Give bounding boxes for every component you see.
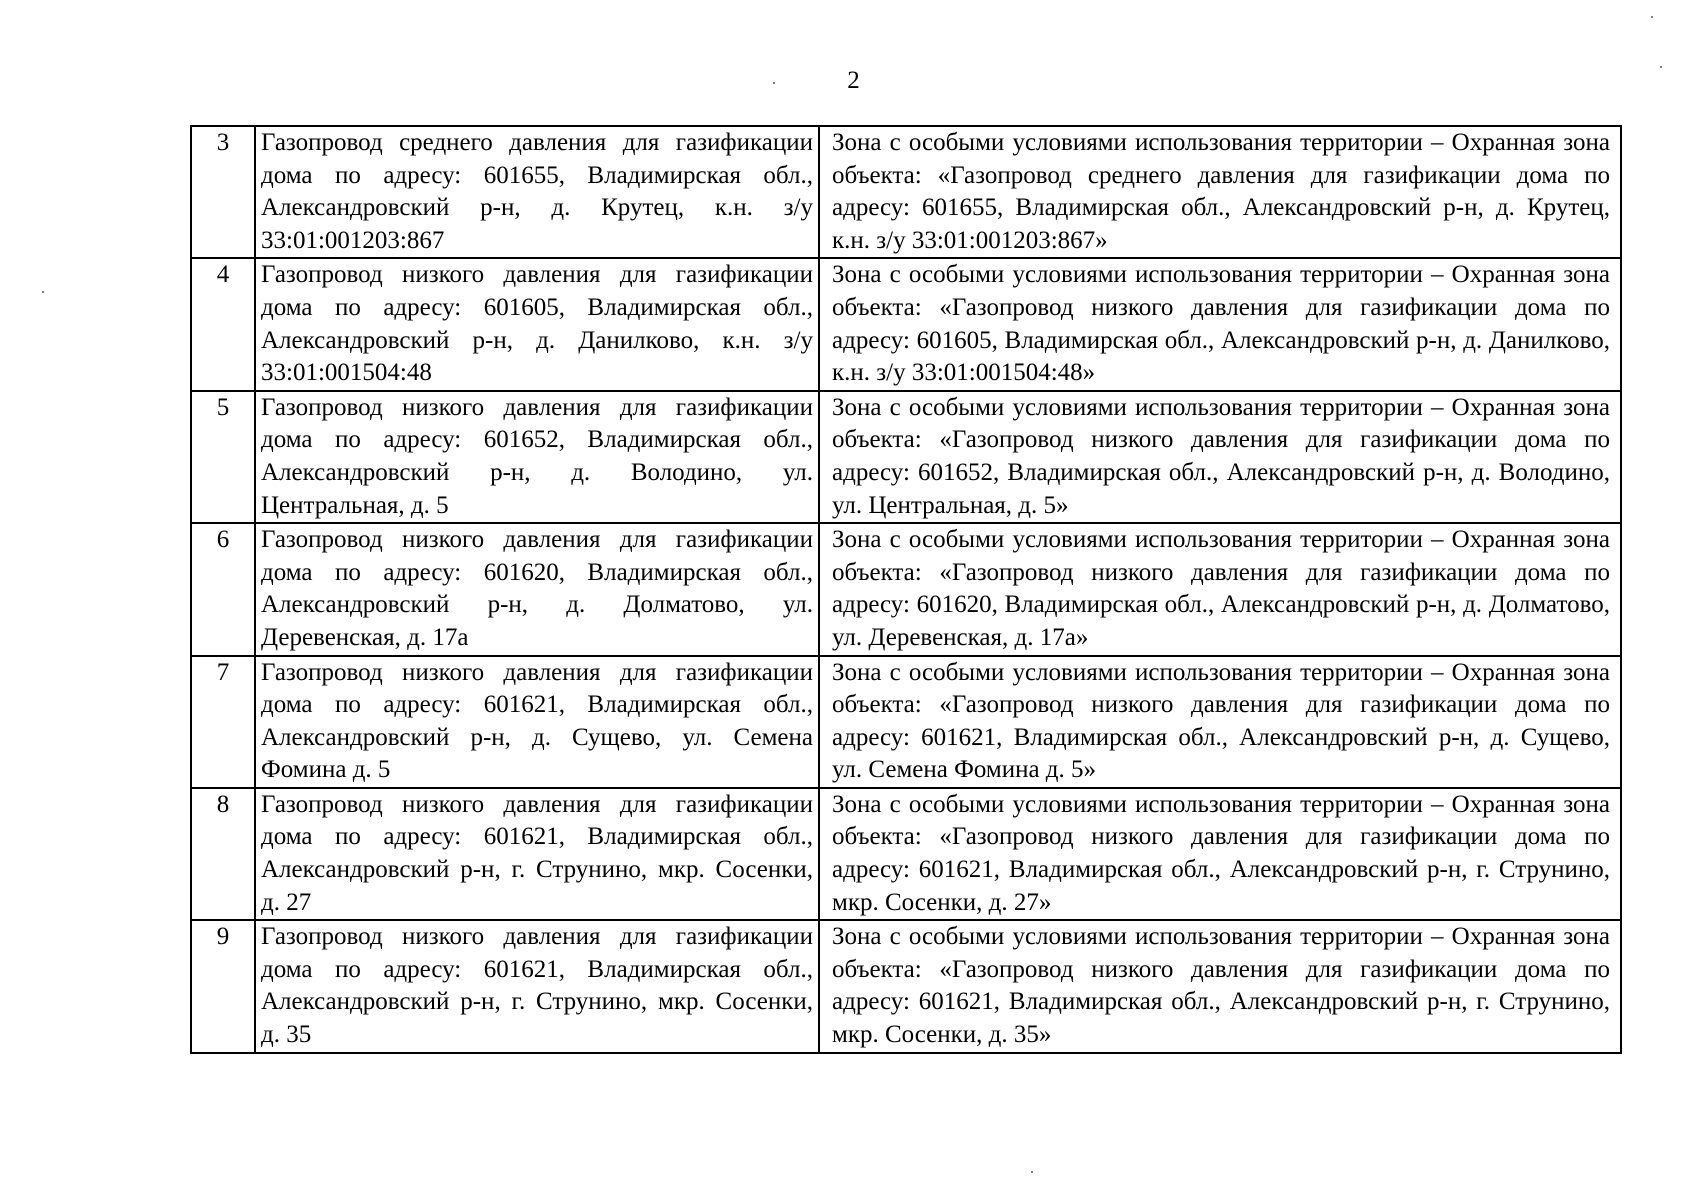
scan-speck <box>773 82 775 84</box>
zones-table-body <box>191 126 1621 1053</box>
zone-description-cell: Зона с особыми условиями использования территории – Охранная зона объекта: «Газопровод низкого давления для газификации дома по адресу: 601605, Владимирская обл., Александровский р-н, д. Данилково, к.н. з/у 33:01:001504:48» <box>819 258 1621 390</box>
table-row <box>191 788 1621 920</box>
scan-speck <box>1660 66 1662 68</box>
scan-speck <box>42 291 44 293</box>
object-name-cell: Газопровод низкого давления для газификации дома по адресу: 601621, Владимирская обл., Александровский р-н, д. Сущево, ул. Семена Фомина д. 5 <box>255 656 819 788</box>
zone-description-cell: Зона с особыми условиями использования территории – Охранная зона объекта: «Газопровод низкого давления для газификации дома по адресу: 601621, Владимирская обл., Александровский р-н, г. Струнино, мкр. Сосенки, д. 27» <box>819 788 1621 920</box>
zone-description-cell: Зона с особыми условиями использования территории – Охранная зона объекта: «Газопровод низкого давления для газификации дома по адресу: 601652, Владимирская обл., Александровский р-н, д. Володино, ул. Центральная, д. 5» <box>819 391 1621 523</box>
object-name-cell: Газопровод низкого давления для газификации дома по адресу: 601620, Владимирская обл., Александровский р-н, д. Долматово, ул. Деревенская, д. 17а <box>255 523 819 655</box>
table-row <box>191 656 1621 788</box>
row-number: 5 <box>191 391 255 523</box>
scan-speck <box>1651 16 1653 18</box>
zones-table <box>190 125 1622 1054</box>
table-row <box>191 523 1621 655</box>
object-name-cell: Газопровод низкого давления для газификации дома по адресу: 601621, Владимирская обл., Александровский р-н, г. Струнино, мкр. Сосенки, д. 27 <box>255 788 819 920</box>
zone-description-cell: Зона с особыми условиями использования территории – Охранная зона объекта: «Газопровод низкого давления для газификации дома по адресу: 601621, Владимирская обл., Александровский р-н, д. Сущево, ул. Семена Фомина д. 5» <box>819 656 1621 788</box>
zone-description-cell: Зона с особыми условиями использования территории – Охранная зона объекта: «Газопровод низкого давления для газификации дома по адресу: 601621, Владимирская обл., Александровский р-н, г. Струнино, мкр. Сосенки, д. 35» <box>819 920 1621 1052</box>
object-name-cell: Газопровод низкого давления для газификации дома по адресу: 601621, Владимирская обл., Александровский р-н, г. Струнино, мкр. Сосенки, д. 35 <box>255 920 819 1052</box>
table-row <box>191 258 1621 390</box>
object-name-cell: Газопровод низкого давления для газификации дома по адресу: 601652, Владимирская обл., Александровский р-н, д. Володино, ул. Центральная, д. 5 <box>255 391 819 523</box>
row-number: 3 <box>191 126 255 258</box>
row-number: 4 <box>191 258 255 390</box>
zone-description-cell: Зона с особыми условиями использования территории – Охранная зона объекта: «Газопровод низкого давления для газификации дома по адресу: 601620, Владимирская обл., Александровский р-н, д. Долматово, ул. Деревенская, д. 17а» <box>819 523 1621 655</box>
row-number: 8 <box>191 788 255 920</box>
table-row <box>191 391 1621 523</box>
table-row <box>191 920 1621 1052</box>
table-row <box>191 126 1621 258</box>
row-number: 9 <box>191 920 255 1052</box>
scan-speck <box>1031 1171 1033 1173</box>
row-number: 6 <box>191 523 255 655</box>
row-number: 7 <box>191 656 255 788</box>
zone-description-cell: Зона с особыми условиями использования территории – Охранная зона объекта: «Газопровод среднего давления для газификации дома по адресу: 601655, Владимирская обл., Александровский р-н, д. Крутец, к.н. з/у 33:01:001203:867» <box>819 126 1621 258</box>
object-name-cell: Газопровод среднего давления для газификации дома по адресу: 601655, Владимирская обл., Александровский р-н, д. Крутец, к.н. з/у 33:01:001203:867 <box>255 126 819 258</box>
object-name-cell: Газопровод низкого давления для газификации дома по адресу: 601605, Владимирская обл., Александровский р-н, д. Данилково, к.н. з/у 33:01:001504:48 <box>255 258 819 390</box>
page-number: 2 <box>847 67 860 94</box>
